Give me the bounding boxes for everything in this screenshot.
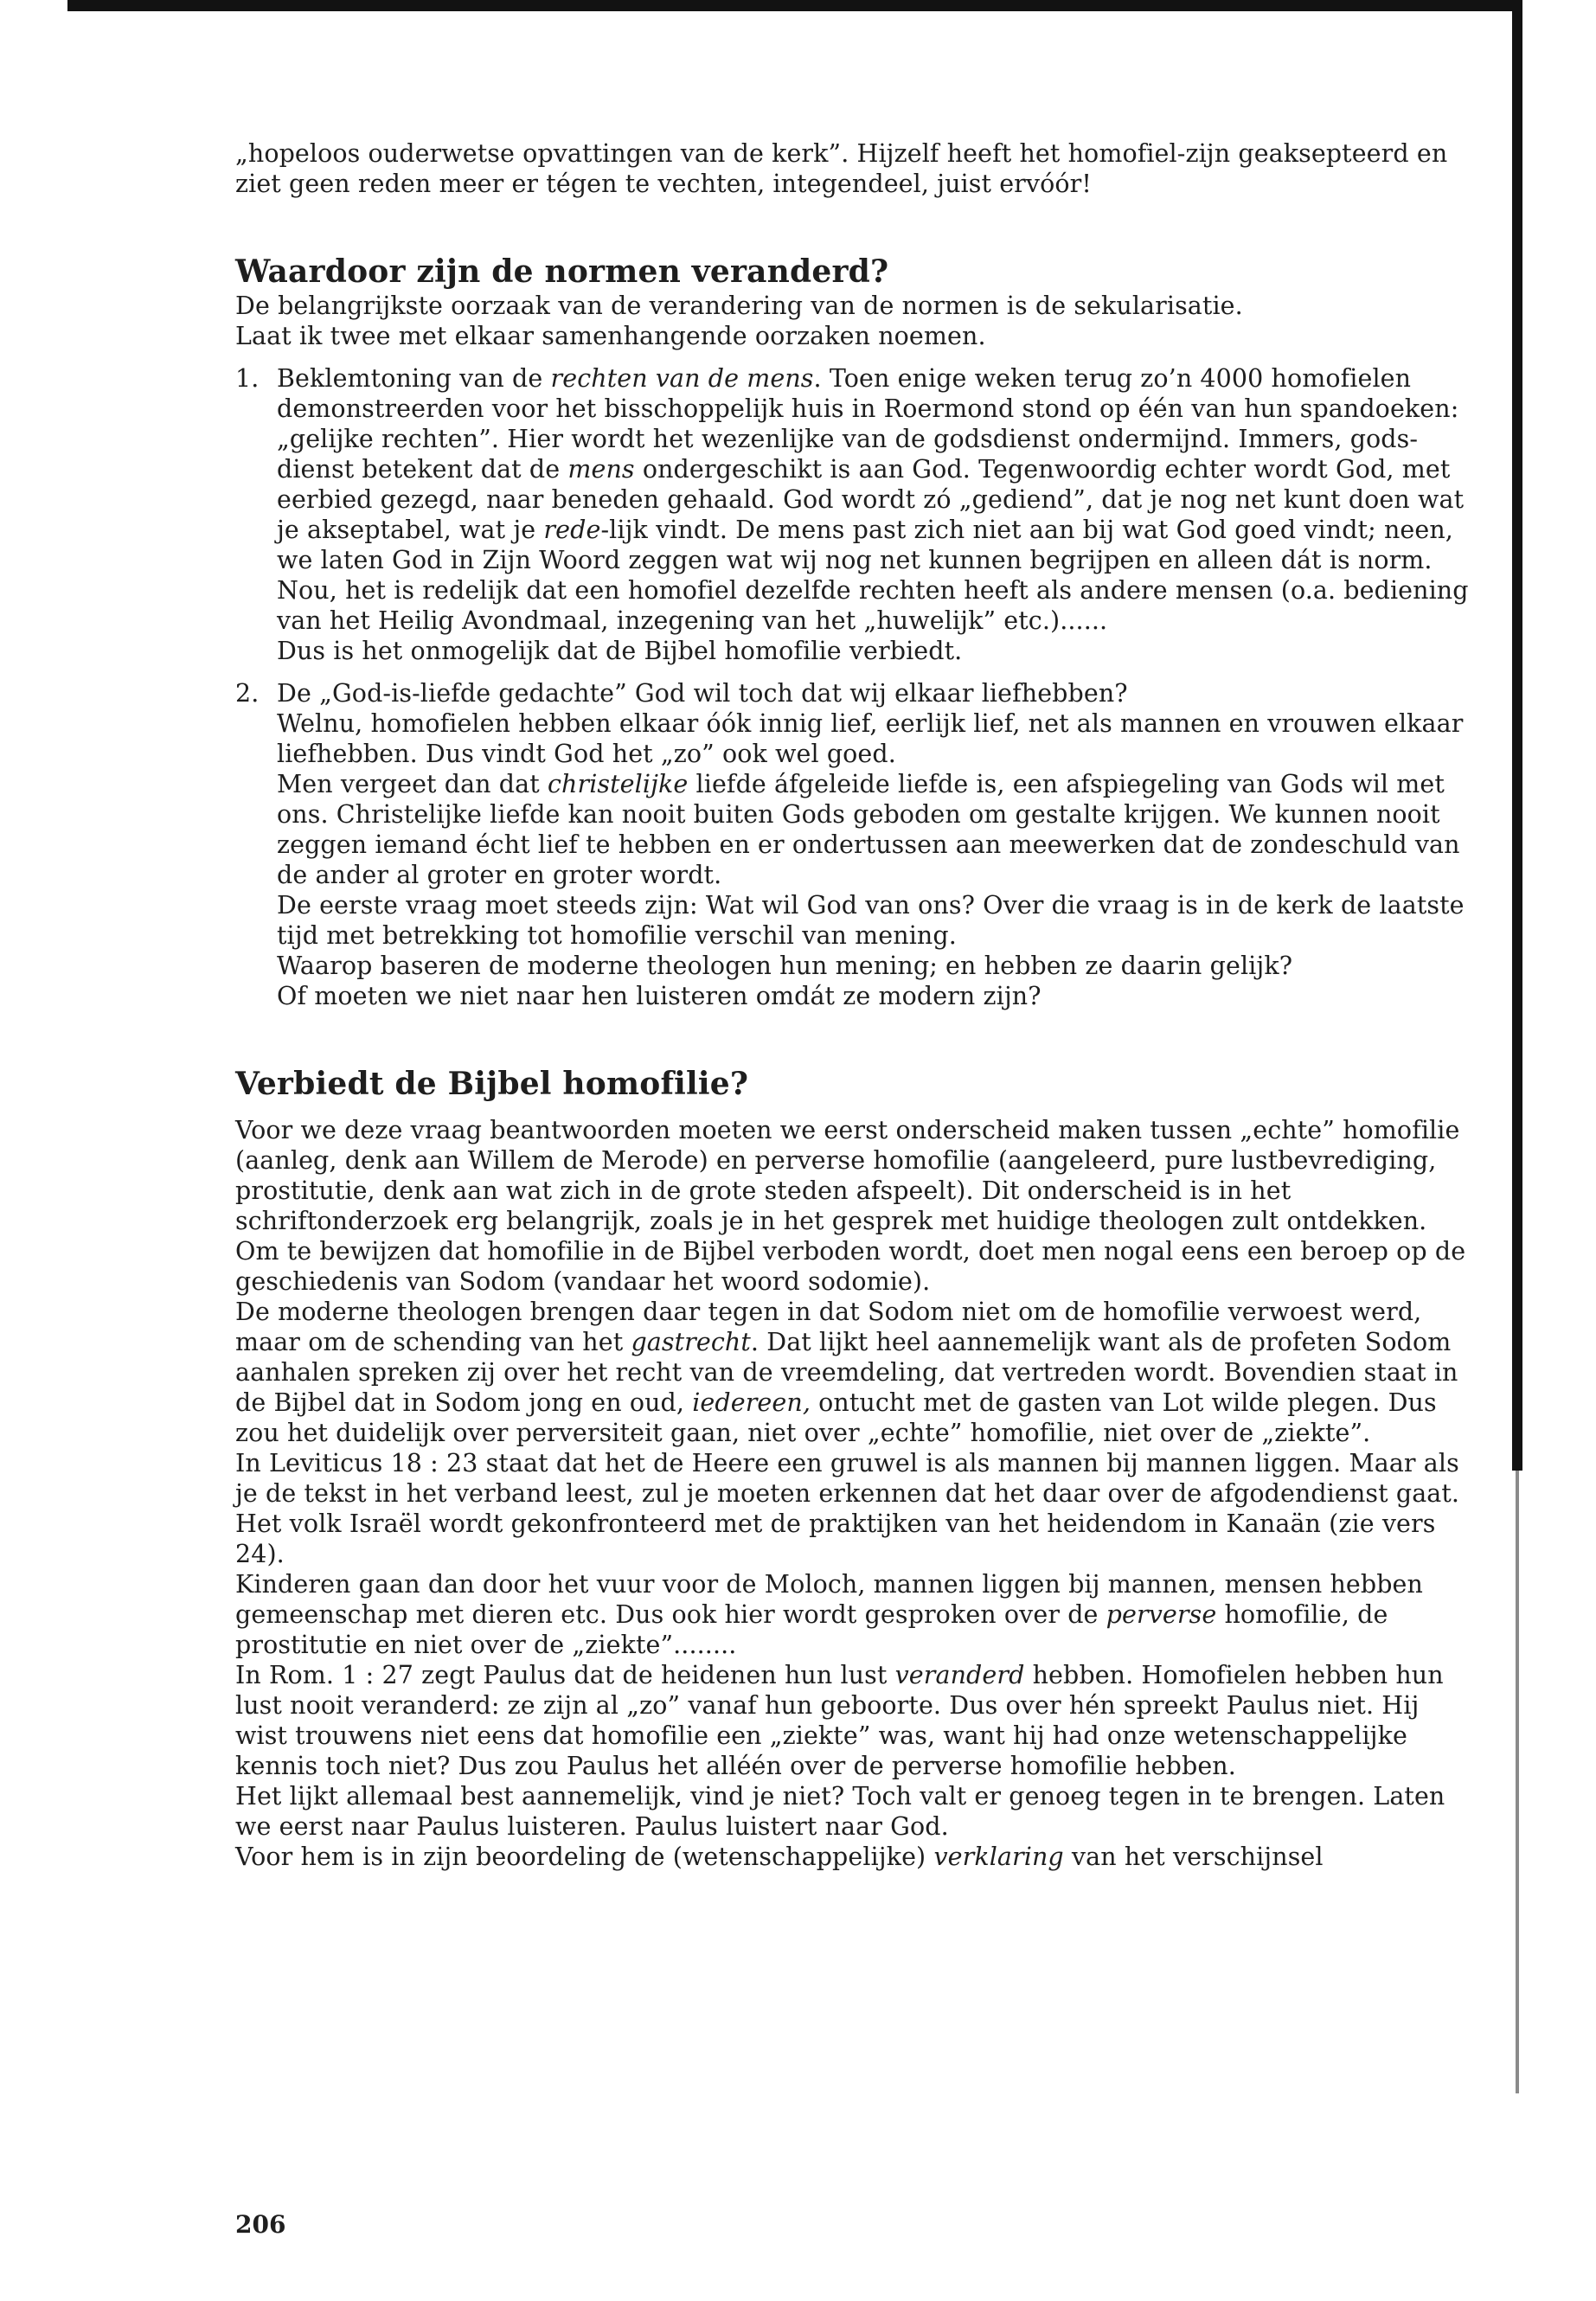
page-body (235, 138, 1472, 1872)
item-number: 2. (235, 679, 260, 708)
intro-paragraph: „hopeloos ouderwetse opvattingen van de kerk”. Hijzelf heeft het homofiel-zijn geaksepteerd en ziet geen reden meer er tégen te vechten, integendeel, juist ervóór! (235, 139, 1448, 198)
section-heading-bijbel: Verbiedt de Bijbel homofilie? (235, 1066, 749, 1102)
item1-conclusion: Dus is het onmogelijk dat de Bijbel homofilie verbiedt. (277, 637, 963, 665)
right-border-rule (1512, 0, 1522, 1471)
item2-line2: Welnu, homofielen hebben elkaar óók innig lief, eerlijk lief, net als mannen en vrouwen elkaar liefhebben. Dus vindt God het „zo” ook wel goed. (277, 709, 1464, 768)
section2-paragraph-6: In Rom. 1 : 27 zegt Paulus dat de heidenen hun lust veranderd hebben. Homofielen hebben hun lust nooit veranderd: ze zijn al „zo” vanaf hun geboorte. Dus over hén spreekt Paulus niet. Hij wist trouwens niet eens dat homofilie een „ziekte” was, want hij had onze wetenschappelijke kennis toch niet? Dus zou Paulus het alléén over de perverse homofilie hebben. (235, 1661, 1444, 1780)
page-number: 206 (235, 2210, 286, 2239)
section2-paragraph-3: De moderne theologen brengen daar tegen in dat Sodom niet om de homofilie verwoest werd, maar om de schending van het gastrecht. Dat lijkt heel aannemelijk want als de profeten Sodom aanhalen spreken zij over het recht van de vreemdeling, dat vertreden wordt. Bovendien staat in de Bijbel dat in Sodom jong en oud, iedereen, ontucht met de gasten van Lot wilde plegen. Dus zou het duidelijk over perversiteit gaan, niet over „echte” homofilie, niet over de „ziekte”. (235, 1298, 1458, 1447)
section2-paragraph-2: Om te bewijzen dat homofilie in de Bijbel verboden wordt, doet men nogal eens een beroep op de geschiedenis van Sodom (vandaar het woord sodomie). (235, 1237, 1466, 1296)
section2-paragraph-5: Kinderen gaan dan door het vuur voor de Moloch, mannen liggen bij mannen, mensen hebben gemeenschap met dieren etc. Dus ook hier wordt gesproken over de perverse homofilie, de prostitutie en niet over de „ziekte”........ (235, 1570, 1423, 1659)
item2-line6: Of moeten we niet naar hen luisteren omdát ze modern zijn? (277, 982, 1042, 1010)
item2-line4: De eerste vraag moet steeds zijn: Wat wil God van ons? Over die vraag is in de kerk de laatste tijd met betrekking tot homofilie verschil van mening. (277, 891, 1465, 950)
numbered-item-2 (235, 678, 1472, 1011)
section2-paragraph-4: In Leviticus 18 : 23 staat dat het de Heere een gruwel is als mannen bij mannen liggen. Maar als je de tekst in het verband leest, zul je moeten erkennen dat het daar over de afgodendienst gaat. Het volk Israël wordt gekonfronteerd met de praktijken van het heidendom in Kanaän (zie vers 24). (235, 1449, 1460, 1568)
item1-paragraph: Beklemtoning van de rechten van de mens. Toen enige weken terug zo’n 4000 homofielen demonstreerden voor het bisschoppelijk huis in Roermond stond op één van hun spandoeken: „gelijke rechten”. Hier wordt het wezenlijke van de godsdienst ondermijnd. Immers, gods-dienst betekent dat de mens ondergeschikt is aan God. Tegenwoordig echter wordt God, met eerbied gezegd, naar beneden gehaald. God wordt zó „gediend”, dat je nog net kunt doen wat je akseptabel, wat je rede-lijk vindt. De mens past zich niet aan bij wat God goed vindt; neen, we laten God in Zijn Woord zeggen wat wij nog net kunnen begrijpen en alleen dát is norm. Nou, het is redelijk dat een homofiel dezelfde rechten heeft als andere mensen (o.a. bediening van het Heilig Avondmaal, inzegening van het „huwelijk” etc.)...... (277, 364, 1469, 635)
item2-line5: Waarop baseren de moderne theologen hun mening; en hebben ze daarin gelijk? (277, 952, 1293, 980)
section1-intro-line2: Laat ik twee met elkaar samenhangende oorzaken noemen. (235, 322, 986, 350)
section2-paragraph-7: Het lijkt allemaal best aannemelijk, vind je niet? Toch valt er genoeg tegen in te brengen. Laten we eerst naar Paulus luisteren. Paulus luistert naar God. (235, 1782, 1445, 1841)
item-number: 1. (235, 364, 260, 393)
section1-intro-line1: De belangrijkste oorzaak van de verandering van de normen is de sekularisatie. (235, 292, 1243, 320)
right-border-rule-faint (1516, 1471, 1519, 2093)
section2-paragraph-1: Voor we deze vraag beantwoorden moeten we eerst onderscheid maken tussen „echte” homofilie (aanleg, denk aan Willem de Merode) en perverse homofilie (aangeleerd, pure lustbevrediging, prostitutie, denk aan wat zich in de grote steden afspeelt). Dit onderscheid is in het schriftonderzoek erg belangrijk, zoals je in het gesprek met huidige theologen zult ontdekken. (235, 1116, 1460, 1235)
item2-line1: De „God-is-liefde gedachte” God wil toch dat wij elkaar liefhebben? (277, 679, 1128, 708)
top-border-rule (67, 0, 1522, 11)
item2-line3: Men vergeet dan dat christelijke liefde áfgeleide liefde is, een afspiegeling van Gods wil met ons. Christelijke liefde kan nooit buiten Gods geboden om gestalte krijgen. We kunnen nooit zeggen iemand écht lief te hebben en er ondertussen aan meewerken dat de zondeschuld van de ander al groter en groter wordt. (277, 770, 1460, 889)
numbered-item-1 (235, 363, 1472, 666)
section2-paragraph-8: Voor hem is in zijn beoordeling de (wetenschappelijke) verklaring van het verschijnsel (235, 1843, 1324, 1871)
section-heading-normen: Waardoor zijn de normen veranderd? (235, 253, 889, 290)
